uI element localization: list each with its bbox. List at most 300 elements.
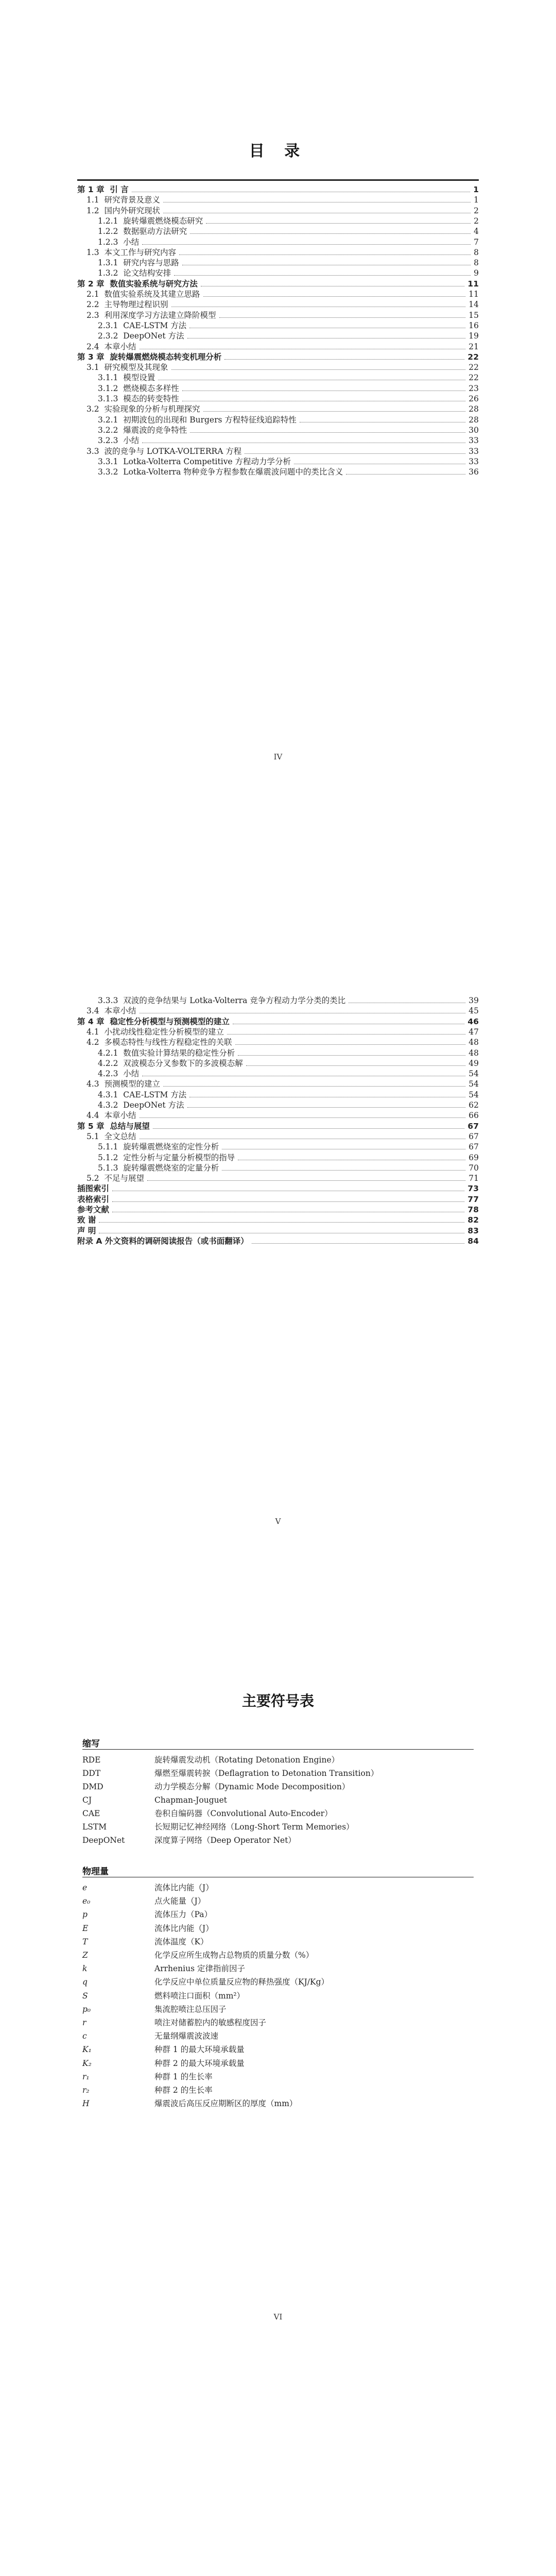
toc-entry-number: 3.4 bbox=[86, 1006, 105, 1016]
toc-entry[interactable] bbox=[77, 466, 479, 477]
symbol-row bbox=[82, 1820, 474, 1834]
toc-entry[interactable] bbox=[77, 1120, 479, 1131]
symbol-row bbox=[82, 1793, 474, 1807]
toc-entry[interactable] bbox=[77, 994, 479, 1006]
symbol-description: 卷积自编码器（Convolutional Auto-Encoder） bbox=[154, 1809, 333, 1818]
dot-leader bbox=[153, 1128, 465, 1129]
dot-leader bbox=[238, 1055, 465, 1056]
toc-entry-number: 2.3.2 bbox=[98, 331, 124, 341]
dot-leader bbox=[147, 1180, 465, 1181]
toc-entry-page: 66 bbox=[468, 1111, 479, 1121]
toc-entry[interactable] bbox=[77, 1067, 479, 1079]
toc-entry-page: 8 bbox=[474, 247, 479, 257]
toc-entry[interactable] bbox=[77, 309, 479, 320]
toc-entry-title: 总结与展望 bbox=[110, 1121, 150, 1131]
toc-entry-title: 小结 bbox=[123, 237, 140, 247]
toc-entry-title: 论文结构安排 bbox=[123, 268, 171, 278]
symbol-row bbox=[82, 1989, 474, 2003]
symbol-description: 种群 2 的生长率 bbox=[154, 2086, 213, 2095]
toc-entry[interactable] bbox=[77, 445, 479, 456]
toc-entry[interactable] bbox=[77, 434, 479, 446]
toc-entry-title: 模态的转变特性 bbox=[123, 394, 179, 403]
toc-entry[interactable] bbox=[77, 1182, 479, 1194]
toc-entry-title: 附录 A 外文资料的调研阅读报告（或书面翻译） bbox=[77, 1236, 249, 1246]
symbol-row bbox=[82, 1908, 474, 1921]
toc-entry-page: 33 bbox=[468, 436, 479, 446]
symbol: DMD bbox=[82, 1782, 103, 1791]
symbol-description: 集流腔喷注总压因子 bbox=[154, 2004, 227, 2014]
toc-entry[interactable] bbox=[77, 319, 479, 331]
symbol-row bbox=[82, 2070, 474, 2083]
toc-entry[interactable] bbox=[77, 424, 479, 435]
toc-entry[interactable] bbox=[77, 288, 479, 299]
toc-entry-page: 67 bbox=[467, 1121, 479, 1131]
toc-entry[interactable] bbox=[77, 183, 479, 195]
toc-entry-page: 8 bbox=[474, 258, 479, 268]
toc-entry-number: 4.3.1 bbox=[98, 1090, 124, 1099]
symbol: LSTM bbox=[82, 1822, 107, 1832]
toc-entry-number: 第 5 章 bbox=[77, 1121, 110, 1131]
symbol: r bbox=[82, 2018, 86, 2027]
toc-entry-title: 预测模型的建立 bbox=[104, 1079, 161, 1089]
symbol-row bbox=[82, 1753, 474, 1767]
symbol-description: 动力学模态分解（Dynamic Mode Decomposition） bbox=[154, 1782, 350, 1791]
toc-entry-title: 本章小结 bbox=[104, 1111, 136, 1121]
toc-entry-title: 模型设置 bbox=[123, 373, 155, 383]
symbol-description: 流体比内能（J） bbox=[154, 1923, 214, 1933]
toc-entry[interactable] bbox=[77, 1089, 479, 1100]
toc-entry-number: 3.3.3 bbox=[98, 996, 124, 1005]
toc-entry-title: 表格索引 bbox=[77, 1194, 110, 1204]
symbol-row bbox=[82, 2057, 474, 2070]
toc-entry-title: 全文总结 bbox=[104, 1131, 136, 1141]
toc-entry[interactable] bbox=[77, 246, 479, 258]
symbol-description: 流体温度（K） bbox=[154, 1937, 208, 1946]
symbol: p bbox=[82, 1910, 88, 1920]
toc-entry[interactable] bbox=[77, 414, 479, 425]
toc-entry-title: 本章小结 bbox=[104, 1006, 136, 1016]
toc-entry[interactable] bbox=[77, 1026, 479, 1037]
dot-leader bbox=[112, 1201, 464, 1202]
toc-entry-title: 多模态特性与线性方程稳定性的关联 bbox=[104, 1038, 232, 1047]
toc-entry-title: 爆震波的竞争特性 bbox=[123, 425, 187, 435]
toc-entry-page: 54 bbox=[468, 1079, 479, 1089]
toc-entry-page: 62 bbox=[468, 1100, 479, 1110]
symbol-description: 旋转爆震发动机（Rotating Detonation Engine） bbox=[154, 1755, 340, 1765]
toc-entry-page: 69 bbox=[468, 1153, 479, 1162]
toc-entry-page: 30 bbox=[468, 425, 479, 435]
toc-entry-page: 26 bbox=[468, 394, 479, 403]
toc-entry[interactable] bbox=[77, 330, 479, 341]
dot-leader bbox=[222, 1170, 465, 1171]
toc-entry-title: 不足与展望 bbox=[104, 1174, 145, 1183]
dot-leader bbox=[235, 1044, 466, 1045]
symbol: r₂ bbox=[82, 2086, 90, 2095]
toc-entry-title: 波的竞争与 LOTKA-VOLTERRA 方程 bbox=[104, 446, 242, 456]
toc-entry[interactable] bbox=[77, 403, 479, 414]
toc-entry-page: 19 bbox=[468, 331, 479, 341]
toc-entry[interactable] bbox=[77, 278, 479, 289]
toc-entry-title: 旋转爆震燃烧室的定性分析 bbox=[123, 1142, 219, 1152]
symbol-description: 深度算子网络（Deep Operator Net） bbox=[154, 1836, 296, 1845]
symbol-row bbox=[82, 2097, 474, 2110]
symbols-page-2 bbox=[0, 2352, 556, 2576]
page-number: IV bbox=[273, 752, 283, 761]
toc-entry-page: 45 bbox=[468, 1006, 479, 1016]
toc-entry[interactable] bbox=[77, 1193, 479, 1205]
symbol-description: 种群 1 的生长率 bbox=[154, 2072, 213, 2081]
dot-leader bbox=[142, 244, 471, 245]
toc-entry-page: 47 bbox=[468, 1027, 479, 1037]
toc-entry-page: 22 bbox=[468, 373, 479, 383]
toc-entry-page: 21 bbox=[468, 342, 479, 351]
toc-entry[interactable] bbox=[77, 1204, 479, 1215]
toc-entry-title: 主导物理过程识别 bbox=[104, 300, 168, 310]
toc-entry-number: 3.1 bbox=[86, 363, 105, 372]
toc-entry[interactable] bbox=[77, 1109, 479, 1121]
symbol: r₁ bbox=[82, 2072, 90, 2081]
toc-entry[interactable] bbox=[77, 1151, 479, 1163]
toc-entry-number: 2.4 bbox=[86, 342, 105, 351]
symbol-row bbox=[82, 1922, 474, 1935]
symbol-description: 燃料喷注口面积（mm²） bbox=[154, 1991, 245, 2001]
toc-entry-page: 28 bbox=[468, 404, 479, 414]
toc-entry-number: 2.3.1 bbox=[98, 320, 124, 330]
toc-entry[interactable] bbox=[77, 455, 479, 467]
page-number: VI bbox=[273, 2312, 283, 2321]
toc-entry-number: 3.1.1 bbox=[98, 373, 124, 383]
toc-entry-page: 83 bbox=[467, 1226, 479, 1235]
symbol-row bbox=[82, 1962, 474, 1975]
toc-entry-title: 本文工作与研究内容 bbox=[104, 247, 177, 257]
symbol-description: 种群 1 的最大环境承载量 bbox=[154, 2045, 245, 2055]
toc-entry[interactable] bbox=[77, 1099, 479, 1110]
toc-entry[interactable] bbox=[77, 361, 479, 372]
toc-entry-page: 78 bbox=[467, 1205, 479, 1214]
toc-entry-number: 5.1.1 bbox=[98, 1142, 124, 1152]
toc-entry-title: 数值实验系统与研究方法 bbox=[110, 279, 198, 289]
toc-entry-page: 1 bbox=[474, 195, 479, 205]
symbol: S bbox=[82, 1991, 88, 2001]
toc-entry[interactable] bbox=[77, 1235, 479, 1246]
toc-entry[interactable] bbox=[77, 1078, 479, 1089]
toc-entry[interactable] bbox=[77, 205, 479, 216]
symbol-row bbox=[82, 1780, 474, 1793]
symbol: CAE bbox=[82, 1809, 100, 1818]
toc-entry[interactable] bbox=[77, 1036, 479, 1047]
toc-entry-page: 2 bbox=[474, 206, 479, 215]
dot-leader bbox=[203, 411, 466, 412]
toc-entry-page: 22 bbox=[468, 363, 479, 372]
toc-entry-page: 54 bbox=[468, 1069, 479, 1079]
toc-entry-number: 2.1 bbox=[86, 290, 105, 299]
toc-entry-title: DeepONet 方法 bbox=[123, 1100, 184, 1110]
toc-entry-page: 67 bbox=[468, 1142, 479, 1152]
symbol-row bbox=[82, 1807, 474, 1820]
toc-entry[interactable] bbox=[77, 1225, 479, 1236]
symbol: K₂ bbox=[82, 2058, 92, 2068]
toc-entry-page: 36 bbox=[468, 467, 479, 477]
toc-entry-page: 70 bbox=[468, 1163, 479, 1173]
toc-entry[interactable] bbox=[77, 236, 479, 247]
toc-entry-number: 1.2 bbox=[86, 206, 105, 215]
toc-entry-number: 4.1 bbox=[86, 1027, 105, 1037]
symbol: DeepONet bbox=[82, 1836, 125, 1845]
symbol: T bbox=[82, 1937, 88, 1946]
toc-entry-number: 4.2.3 bbox=[98, 1069, 124, 1079]
toc-entry-number: 3.2 bbox=[86, 404, 105, 414]
toc-entry-number: 5.1 bbox=[86, 1131, 105, 1141]
toc-entry-number: 第 2 章 bbox=[77, 279, 110, 289]
abbr-heading: 缩写 bbox=[82, 1739, 100, 1749]
toc-entry-title: 致 谢 bbox=[77, 1215, 96, 1225]
toc-entry-number: 4.4 bbox=[86, 1111, 105, 1121]
symbol-row bbox=[82, 1767, 474, 1780]
toc-entry[interactable] bbox=[77, 1047, 479, 1058]
toc-entry-title: 燃烧模态多样性 bbox=[123, 383, 179, 393]
toc-entry-title: 双波的竞争结果与 Lotka-Volterra 竞争方程动力学分类的类比 bbox=[123, 996, 346, 1005]
toc-entry-page: 82 bbox=[467, 1215, 479, 1225]
toc-entry-page: 33 bbox=[468, 456, 479, 466]
toc-entry-number: 3.2.1 bbox=[98, 415, 124, 425]
toc-entry-page: 84 bbox=[467, 1236, 479, 1246]
toc-entry-page: 77 bbox=[467, 1194, 479, 1204]
symbol-description: 爆震波后高压反应期断区的厚度（mm） bbox=[154, 2099, 298, 2109]
dot-leader bbox=[187, 1107, 466, 1108]
symbol: K₁ bbox=[82, 2045, 92, 2055]
toc-title: 目 录 bbox=[249, 142, 307, 160]
symbol-row bbox=[82, 2029, 474, 2043]
toc-entry-title: 小结 bbox=[123, 1069, 140, 1079]
toc-entry-title: 参考文献 bbox=[77, 1205, 110, 1214]
symbol-description: Arrhenius 定律指前因子 bbox=[154, 1964, 245, 1974]
toc-entry[interactable] bbox=[77, 1005, 479, 1016]
symbol: c bbox=[82, 2031, 87, 2041]
symbol-description: 化学反应中单位质量反应物的释热强度（KJ/Kg） bbox=[154, 1977, 329, 1987]
symbol: p₀ bbox=[82, 2004, 91, 2014]
toc-entry[interactable] bbox=[77, 393, 479, 404]
dot-leader bbox=[99, 1222, 464, 1223]
toc-entry-title: 双波模态分叉参数下的多波模态解 bbox=[123, 1058, 243, 1068]
toc-entry-title: 定性分析与定量分析模型的指导 bbox=[123, 1153, 235, 1162]
dot-leader bbox=[245, 453, 465, 454]
toc-entry[interactable] bbox=[77, 371, 479, 383]
toc-entry-page: 71 bbox=[468, 1174, 479, 1183]
toc-entry-title: 本章小结 bbox=[104, 342, 136, 351]
symbol-row bbox=[82, 1881, 474, 1894]
symbol: H bbox=[82, 2099, 90, 2109]
dot-leader bbox=[252, 1243, 465, 1244]
toc-page-1 bbox=[0, 0, 556, 778]
toc-entry-page: 22 bbox=[467, 352, 479, 362]
dot-leader bbox=[219, 317, 466, 318]
toc-entry[interactable] bbox=[77, 1214, 479, 1225]
toc-entry[interactable] bbox=[77, 1162, 479, 1173]
toc-page-2 bbox=[0, 778, 556, 1556]
toc-entry-page: 15 bbox=[468, 310, 479, 320]
toc-entry[interactable] bbox=[77, 267, 479, 278]
toc-entry[interactable] bbox=[77, 351, 479, 362]
toc-entry-number: 5.1.2 bbox=[98, 1153, 124, 1162]
dot-leader bbox=[224, 359, 464, 360]
dot-leader bbox=[163, 1086, 465, 1087]
toc-entry-number: 1.2.3 bbox=[98, 237, 124, 247]
toc-entry-number: 4.2.2 bbox=[98, 1058, 124, 1068]
abbr-rule bbox=[82, 1749, 474, 1750]
toc-entry-page: 2 bbox=[474, 216, 479, 226]
toc-entry-page: 46 bbox=[467, 1016, 479, 1026]
toc-entry-title: 旋转爆震燃烧模态转变机理分析 bbox=[110, 352, 222, 362]
toc-entry-page: 39 bbox=[468, 996, 479, 1005]
symbol-row bbox=[82, 1894, 474, 1908]
symbol-description: 种群 2 的最大环境承载量 bbox=[154, 2058, 245, 2068]
symbol: E bbox=[82, 1923, 89, 1933]
symbol-description: 爆燃至爆震转捩（Deflagration to Detonation Transition） bbox=[154, 1769, 379, 1778]
toc-entry-number: 第 4 章 bbox=[77, 1016, 110, 1026]
toc-entry-page: 14 bbox=[468, 300, 479, 310]
toc-entry-title: 旋转爆震燃烧室的定量分析 bbox=[123, 1163, 219, 1173]
toc-entry-title: Lotka-Volterra 物种竞争方程参数在爆震波问题中的类比含义 bbox=[123, 467, 343, 477]
toc-entry-page: 48 bbox=[468, 1038, 479, 1047]
dot-leader bbox=[206, 223, 471, 224]
symbol-description: 无量纲爆震波波速 bbox=[154, 2031, 219, 2041]
toc-entry-number: 4.2.1 bbox=[98, 1048, 124, 1058]
symbol: CJ bbox=[82, 1795, 92, 1805]
toc-entry-number: 第 1 章 bbox=[77, 185, 110, 194]
toc-entry[interactable] bbox=[77, 215, 479, 226]
dot-leader bbox=[174, 275, 471, 276]
toc-entry-number: 1.3.1 bbox=[98, 258, 124, 268]
toc-entry-title: 数据驱动方法研究 bbox=[123, 227, 187, 236]
toc-entry-number: 3.1.3 bbox=[98, 394, 124, 403]
toc-entry-title: 国内外研究现状 bbox=[104, 206, 161, 215]
dot-leader bbox=[190, 233, 471, 234]
dot-leader bbox=[140, 1117, 466, 1118]
symbol-row bbox=[82, 1935, 474, 1948]
symbol-row bbox=[82, 2083, 474, 2097]
dot-leader bbox=[246, 1065, 465, 1066]
symbol-description: 流体比内能（J） bbox=[154, 1883, 214, 1892]
symbol: q bbox=[82, 1977, 88, 1987]
physical-heading: 物理量 bbox=[82, 1867, 109, 1877]
toc-entry-page: 11 bbox=[468, 290, 479, 299]
toc-entry-title: 引 言 bbox=[110, 185, 129, 194]
toc-entry-number: 1.2.1 bbox=[98, 216, 124, 226]
toc-top-rule bbox=[77, 179, 479, 181]
toc-entry[interactable] bbox=[77, 1141, 479, 1152]
toc-entry[interactable] bbox=[77, 1015, 479, 1027]
toc-entry-page: 4 bbox=[474, 227, 479, 236]
page-number: V bbox=[275, 1517, 281, 1526]
toc-entry-title: DeepONet 方法 bbox=[123, 331, 184, 341]
symbol: Z bbox=[82, 1951, 88, 1960]
symbol-row bbox=[82, 1975, 474, 1989]
toc-entry[interactable] bbox=[77, 225, 479, 236]
toc-entry-number: 4.3 bbox=[86, 1079, 105, 1089]
toc-entry-title: 利用深度学习方法建立降阶模型 bbox=[104, 310, 216, 320]
toc-entry-title: 旋转爆震燃烧模态研究 bbox=[123, 216, 203, 226]
toc-entry[interactable] bbox=[77, 382, 479, 394]
toc-entry-number: 第 3 章 bbox=[77, 352, 110, 362]
toc-entry-page: 54 bbox=[468, 1090, 479, 1099]
toc-entry-page: 67 bbox=[468, 1131, 479, 1141]
toc-entry-number: 1.2.2 bbox=[98, 227, 124, 236]
toc-entry-title: Lotka-Volterra Competitive 方程动力学分析 bbox=[123, 456, 291, 466]
toc-entry-number: 3.1.2 bbox=[98, 383, 124, 393]
toc-entry[interactable] bbox=[77, 1172, 479, 1183]
symbols-page-1 bbox=[0, 1556, 556, 2352]
toc-entry-title: 数值实验计算结果的稳定性分析 bbox=[123, 1048, 235, 1058]
symbol-description: 化学反应所生成物占总物质的质量分数（%） bbox=[154, 1951, 314, 1960]
toc-entry-title: CAE-LSTM 方法 bbox=[123, 320, 187, 330]
toc-entry-number: 2.2 bbox=[86, 300, 105, 310]
toc-entry-page: 28 bbox=[468, 415, 479, 425]
toc-entry-number: 3.3.2 bbox=[98, 467, 124, 477]
symbols-title: 主要符号表 bbox=[241, 1692, 314, 1709]
toc-entry-title: 小结 bbox=[123, 436, 140, 446]
toc-entry-title: 声 明 bbox=[77, 1226, 96, 1235]
symbol: RDE bbox=[82, 1755, 101, 1765]
toc-entry-page: 48 bbox=[468, 1048, 479, 1058]
toc-entry[interactable] bbox=[77, 298, 479, 310]
symbol-row bbox=[82, 2003, 474, 2016]
toc-entry-number: 2.3 bbox=[86, 310, 105, 320]
toc-entry[interactable] bbox=[77, 257, 479, 268]
symbol-row bbox=[82, 2043, 474, 2056]
toc-entry-title: 小扰动线性稳定性分析模型的建立 bbox=[104, 1027, 224, 1037]
toc-entry-page: 16 bbox=[468, 320, 479, 330]
symbol-description: 点火能量（J） bbox=[154, 1896, 206, 1906]
toc-entry-number: 3.3.1 bbox=[98, 456, 124, 466]
toc-entry-number: 3.2.3 bbox=[98, 436, 124, 446]
toc-entry-number: 1.1 bbox=[86, 195, 105, 205]
symbol: e bbox=[82, 1883, 88, 1892]
symbol-description: 流体压力（Pa） bbox=[154, 1910, 212, 1920]
toc-entry[interactable] bbox=[77, 194, 479, 205]
toc-entry-page: 33 bbox=[468, 446, 479, 456]
toc-entry-page: 49 bbox=[468, 1058, 479, 1068]
toc-entry-page: 7 bbox=[474, 237, 479, 247]
symbol: e₀ bbox=[82, 1896, 91, 1906]
toc-entry-number: 5.2 bbox=[86, 1174, 105, 1183]
dot-leader bbox=[203, 296, 466, 297]
toc-entry[interactable] bbox=[77, 341, 479, 352]
dot-leader bbox=[190, 432, 465, 433]
toc-entry-number: 3.2.2 bbox=[98, 425, 124, 435]
symbol: k bbox=[82, 1964, 88, 1974]
toc-entry-title: 初期波包的出现和 Burgers 方程特征线追踪特性 bbox=[123, 415, 297, 425]
toc-entry-page: 11 bbox=[467, 279, 479, 289]
toc-entry-number: 5.1.3 bbox=[98, 1163, 124, 1173]
toc-entry[interactable] bbox=[77, 1130, 479, 1142]
symbol-description: 喷注对储蓄腔内的敏感程度因子 bbox=[154, 2018, 267, 2027]
toc-entry-number: 3.3 bbox=[86, 446, 105, 456]
toc-entry[interactable] bbox=[77, 1057, 479, 1069]
toc-entry-title: 插图索引 bbox=[77, 1184, 110, 1194]
symbol-description: Chapman-Jouguet bbox=[154, 1795, 227, 1805]
dot-leader bbox=[171, 369, 466, 370]
toc-entry-title: 研究模型及其现象 bbox=[104, 363, 168, 372]
toc-entry-title: 数值实验系统及其建立思路 bbox=[104, 290, 200, 299]
toc-entry-title: 实验现象的分析与机理探究 bbox=[104, 404, 200, 414]
toc-entry-page: 9 bbox=[474, 268, 479, 278]
symbol: DDT bbox=[82, 1769, 101, 1778]
toc-entry-page: 73 bbox=[467, 1184, 479, 1194]
dot-leader bbox=[227, 1034, 465, 1035]
toc-entry-page: 1 bbox=[473, 185, 479, 194]
toc-entry-page: 23 bbox=[468, 383, 479, 393]
toc-entry-number: 4.3.2 bbox=[98, 1100, 124, 1110]
